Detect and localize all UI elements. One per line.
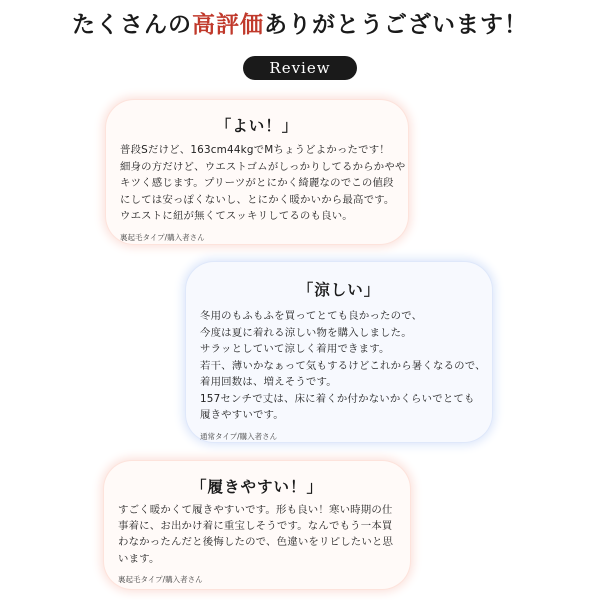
review-line: 細身の方だけど、ウエストゴムがしっかりしてるからかやや	[120, 160, 406, 173]
review-section-badge: Review	[243, 56, 357, 80]
review-line: 157センチで丈は、床に着くか付かないかくらいでとても	[200, 392, 475, 405]
review-body	[120, 142, 406, 225]
review-line: 着用回数は、増えそうです。	[200, 376, 337, 388]
review-line: わなかったんだと後悔したので、色違いをリピしたいと思	[118, 536, 394, 549]
review-title: 「履きやすい！」	[190, 478, 323, 496]
review-title: 「涼しい」	[297, 281, 381, 299]
review-line: 履きやすいです。	[200, 409, 284, 421]
review-line: います。	[118, 552, 160, 565]
headline-text-before: たくさんの	[72, 11, 192, 38]
review-card	[106, 100, 408, 244]
review-line: すごく暖かくて履きやすいです。形も良い！寒い時期の仕	[118, 504, 393, 516]
page-headline	[0, 6, 600, 39]
review-line: ウエストに紐が無くてスッキリしてるのも良い。	[120, 210, 353, 222]
review-line: サラッとしていて涼しく着用できます。	[200, 343, 390, 355]
review-line: 冬用のもふもふを買ってとても良かったので、	[200, 310, 423, 322]
review-line: 普段Sだけど、163cm44kgでMちょうどよかったです！	[120, 144, 390, 156]
review-card	[186, 262, 492, 442]
review-line: 事着に、お出かけ着に重宝しそうです。なんでもう一本買	[118, 520, 393, 533]
review-line: キツく感じます。プリーツがとにかく綺麗なのでこの値段	[120, 177, 394, 189]
review-body	[118, 502, 396, 567]
review-title: 「よい！」	[215, 117, 299, 135]
review-line: にしては安っぽくないし、とにかく暖かいから最高です。	[120, 193, 395, 206]
review-card	[104, 461, 410, 589]
headline-text-after: ありがとうございます！	[264, 11, 528, 38]
reviewer-type-label: 裏起毛タイプ/購入者さん	[120, 232, 205, 242]
headline-accent-text: 高評価	[192, 11, 264, 38]
review-body	[200, 308, 486, 424]
reviewer-type-label: 裏起毛タイプ/購入者さん	[118, 574, 203, 584]
reviewer-type-label: 通常タイプ/購入者さん	[200, 431, 278, 441]
review-line: 若干、薄いかなぁって気もするけどこれから暑くなるので、	[200, 359, 486, 372]
review-line: 今度は夏に着れる涼しい物を購入しました。	[200, 326, 412, 339]
